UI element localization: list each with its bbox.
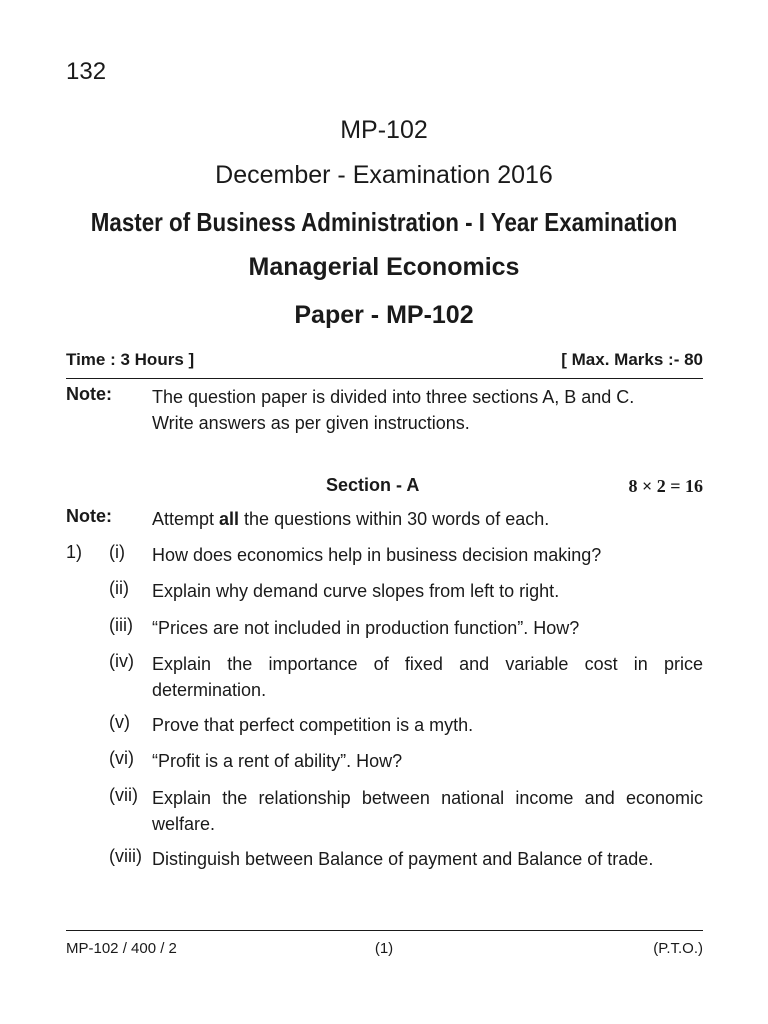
section-note-text [152,506,703,532]
item-text: “Profit is a rent of ability”. How? [152,751,403,771]
section-title: Section - A [326,475,420,495]
item-label: (iii) [109,615,133,635]
section-note-before: Attempt [152,509,220,529]
item-text: Explain the relationship between national income and economic welfare. [152,788,703,834]
section-note-after: the questions within 30 words of each. [239,509,550,529]
footer-pto: (P.T.O.) [653,940,703,957]
item-text: How does economics help in business decision making? [152,545,602,565]
exam-title: December - Examination 2016 [215,161,553,189]
top-divider [66,378,703,379]
bottom-divider [66,930,703,931]
item-text: “Prices are not included in production function”. How? [152,618,580,638]
footer-code: MP-102 / 400 / 2 [66,940,177,957]
item-text: Prove that perfect competition is a myth. [152,715,474,735]
degree-title: Master of Business Administration - I Year Examination [90,207,678,237]
general-note-label: Note: [66,384,112,404]
item-label: (vi) [109,748,134,768]
item-label: (v) [109,712,130,732]
course-code: MP-102 [340,116,428,144]
section-note-emphasis: all [219,509,240,529]
section-marks: 8 × 2 = 16 [628,476,703,496]
item-text: Explain the importance of fixed and variable cost in price determination. [152,654,703,700]
section-note-label: Note: [66,506,112,526]
general-note-text [152,384,703,436]
item-text: Explain why demand curve slopes from left to right. [152,581,560,601]
item-label: (i) [109,542,125,562]
paper-title: Paper - MP-102 [294,301,474,329]
item-label: (ii) [109,578,129,598]
question-number: 1) [66,542,83,562]
general-note-line: Write answers as per given instructions. [152,413,470,433]
item-label: (iv) [109,651,134,671]
time-marks-row [66,350,703,370]
item-label: (vii) [109,785,138,805]
item-label: (viii) [109,846,142,866]
general-note-line: The question paper is divided into three sections A, B and C. [152,387,635,407]
footer-page: (1) [374,940,394,957]
max-marks: [ Max. Marks :- 80 [561,350,703,369]
time-allowed: Time : 3 Hours ] [66,350,195,369]
item-text: Distinguish between Balance of payment and Balance of trade. [152,849,654,869]
page-number: 132 [66,58,107,85]
subject-title: Managerial Economics [248,253,520,281]
